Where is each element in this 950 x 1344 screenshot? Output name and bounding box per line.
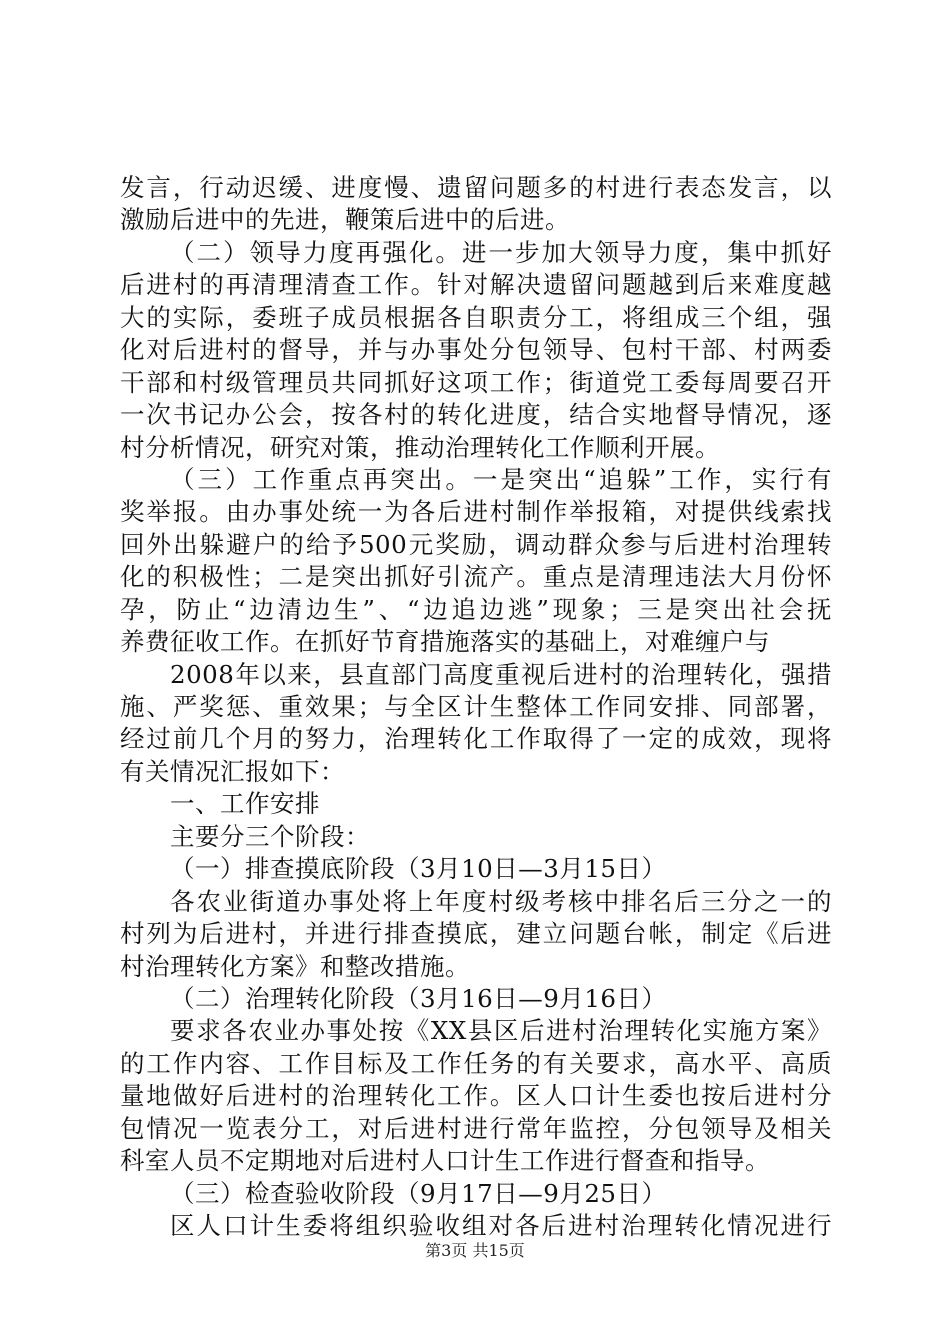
text-line: 激励后进中的先进，鞭策后进中的后进。 xyxy=(120,205,570,235)
text-line: 各农业街道办事处将上年度村级考核中排名后三分之一的 xyxy=(170,886,832,916)
text-line: 化对后进村的督导，并与办事处分包领导、包村干部、村两委 xyxy=(120,335,832,365)
text-line: 量地做好后进村的治理转化工作。区人口计生委也按后进村分 xyxy=(120,1081,832,1111)
section-heading: 一、工作安排 xyxy=(170,789,320,819)
text-line: 一次书记办公会，按各村的转化进度，结合实地督导情况，逐 xyxy=(120,400,832,430)
text-line: （三）工作重点再突出。一是突出“追躲”工作，实行有 xyxy=(170,464,832,494)
text-line: 化的积极性；二是突出抓好引流产。重点是清理违法大月份怀 xyxy=(120,562,832,592)
text-line: 要求各农业办事处按《XX县区后进村治理转化实施方案》 xyxy=(170,1016,832,1046)
text-line: 经过前几个月的努力，治理转化工作取得了一定的成效，现将 xyxy=(120,724,832,754)
text-line: 有关情况汇报如下： xyxy=(120,756,345,786)
page-number-footer: 第3页 共15页 xyxy=(425,1241,525,1260)
text-line: 干部和村级管理员共同抓好这项工作；街道党工委每周要召开 xyxy=(120,367,832,397)
text-line: 科室人员不定期地对后进村人口计生工作进行督查和指导。 xyxy=(120,1146,770,1176)
text-line: 村列为后进村，并进行排查摸底，建立问题台帐，制定《后进 xyxy=(120,919,832,949)
text-line: 后进村的再清理清查工作。针对解决遗留问题越到后来难度越 xyxy=(120,270,832,300)
text-line: 大的实际，委班子成员根据各自职责分工，将组成三个组，强 xyxy=(120,302,832,332)
text-line: 主要分三个阶段： xyxy=(170,821,370,851)
subsection-heading: （二）治理转化阶段（3月16日—9月16日） xyxy=(170,983,667,1013)
text-line: 发言，行动迟缓、进度慢、遗留问题多的村进行表态发言，以 xyxy=(120,173,832,202)
text-line: 2008年以来，县直部门高度重视后进村的治理转化，强措 xyxy=(170,659,832,689)
text-line: 村分析情况，研究对策，推动治理转化工作顺利开展。 xyxy=(120,432,720,462)
subsection-heading: （一）排查摸底阶段（3月10日—3月15日） xyxy=(170,854,667,884)
subsection-heading: （三）检查验收阶段（9月17日—9月25日） xyxy=(170,1178,667,1208)
text-line: 养费征收工作。在抓好节育措施落实的基础上，对难缠户与 xyxy=(120,627,770,657)
text-line: 孕，防止“边清边生”、“边追边逃”现象；三是突出社会抚 xyxy=(120,594,832,624)
text-line: 包情况一览表分工，对后进村进行常年监控，分包领导及相关 xyxy=(120,1113,832,1143)
text-line: 区人口计生委将组织验收组对各后进村治理转化情况进行 xyxy=(170,1211,832,1240)
text-line: 回外出躲避户的给予500元奖励，调动群众参与后进村治理转 xyxy=(120,529,832,559)
text-line: 的工作内容、工作目标及工作任务的有关要求，高水平、高质 xyxy=(120,1048,832,1078)
text-line: 施、严奖惩、重效果；与全区计生整体工作同安排、同部署， xyxy=(120,692,832,721)
text-line: 村治理转化方案》和整改措施。 xyxy=(120,951,470,981)
document-body xyxy=(120,172,832,1242)
text-line: 奖举报。由办事处统一为各后进村制作举报箱，对提供线索找 xyxy=(120,497,832,527)
text-line: （二）领导力度再强化。进一步加大领导力度，集中抓好 xyxy=(170,237,832,267)
